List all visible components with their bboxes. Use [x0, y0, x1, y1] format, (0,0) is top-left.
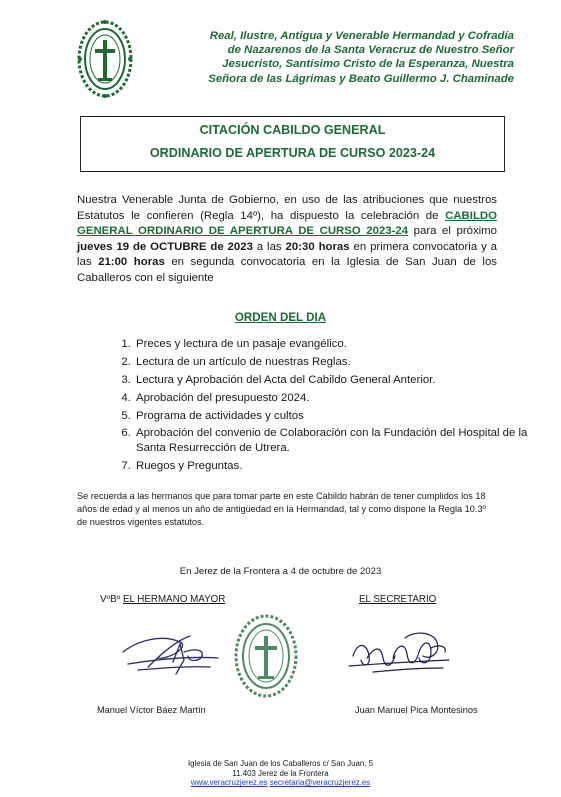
signature-mark	[345, 622, 455, 684]
list-item: 7. Ruegos y Preguntas.	[134, 459, 534, 474]
list-item: 3. Lectura y Aprobación del Acta del Cabildo General Anterior.	[134, 373, 534, 388]
left-signatory-role	[100, 594, 225, 605]
agenda-title	[0, 311, 561, 324]
left-signatory-name: Manuel Víctor Báez Martín	[97, 705, 206, 715]
footer-address: Iglesia de San Juan de los Caballeros c/ San Juan, 5	[187, 759, 374, 768]
list-item: 2. Lectura de un artículo de nuestras Reglas.	[134, 355, 534, 370]
approval-prefix: VºBº	[100, 594, 121, 605]
footer	[0, 759, 561, 788]
event-name: CABILDO GENERAL ORDINARIO DE APERTURA DE CURSO 2023-24	[77, 209, 497, 238]
left-role-label: EL HERMANO MAYOR	[122, 594, 226, 605]
list-item: 4. Aprobación del presupuesto 2024.	[134, 391, 534, 406]
right-role-label: EL SECRETARIO	[359, 594, 437, 605]
footer-links	[0, 778, 561, 788]
intro-text: en primera convocatoria y a las	[77, 240, 498, 269]
intro-text: Nuestra Venerable Junta de Gobierno, en uso de las atribuciones que nuestros Estatutos le confieren (Regla 14º), ha dispuesto la celebración de	[77, 194, 497, 222]
agenda-title-text: ORDEN DEL DIA	[234, 311, 327, 324]
right-signatory-role	[359, 594, 436, 605]
seal-stamp-icon	[233, 612, 299, 700]
header-line: de Nazarenos de la Santa Veracruz de Nuestro Señor	[227, 44, 514, 57]
list-item: 1. Preces y lectura de un pasaje evangélico.	[134, 337, 534, 352]
intro-text: en segunda convocatoria en la Iglesia de San Juan de los Caballeros con el siguiente	[77, 256, 497, 284]
brotherhood-emblem-icon	[76, 18, 134, 100]
first-call-time: 20:30 horas	[285, 240, 350, 253]
right-signatory-name: Juan Manuel Pica Montesinos	[355, 705, 478, 715]
intro-text: a las	[252, 240, 286, 253]
title-box	[80, 116, 505, 172]
place-date: En Jerez de la Frontera a 4 de octubre de 2023	[179, 566, 382, 577]
list-item: 5. Programa de actividades y cultos	[134, 409, 534, 424]
list-item: 6. Aprobación del convenio de Colaboración con la Fundación del Hospital de la Santa Resurrección de Utrera.	[134, 426, 534, 455]
email-link[interactable]: secretaria@veracruzjerez.es	[269, 778, 371, 788]
reminder-note: Se recuerda a las hermanos que para tomar parte en este Cabildo habrán de tener cumplidos los 18 años de edad y al menos un año de antigüedad en la Hermandad, tal y como dispone la Regla 10.3º de nuestros vigentes estatutos.	[77, 491, 486, 528]
brotherhood-name	[200, 29, 514, 86]
header-line: Real, Ilustre, Antigua y Venerable Hermandad y Cofradía	[209, 30, 514, 42]
intro-paragraph	[77, 193, 497, 287]
agenda-list	[100, 337, 534, 477]
header-line: Señora de las Lágrimas y Beato Guillermo J. Chaminade	[208, 72, 514, 85]
footer-city: 11.403 Jerez de la Frontera	[232, 768, 329, 778]
event-date: jueves 19 de OCTUBRE de 2023	[77, 240, 253, 253]
second-call-time: 21:00 horas	[98, 256, 165, 269]
header-line: Jesucristo, Santísimo Cristo de la Esperanza, Nuestra	[222, 58, 514, 71]
intro-text: para el próximo	[408, 225, 497, 238]
website-link[interactable]: www.veracruzjerez.es	[190, 778, 268, 788]
signature-mark	[118, 622, 223, 678]
title-line-2: ORDINARIO DE APERTURA DE CURSO 2023-24	[149, 146, 436, 160]
title-line-1: CITACIÓN CABILDO GENERAL	[199, 123, 386, 137]
